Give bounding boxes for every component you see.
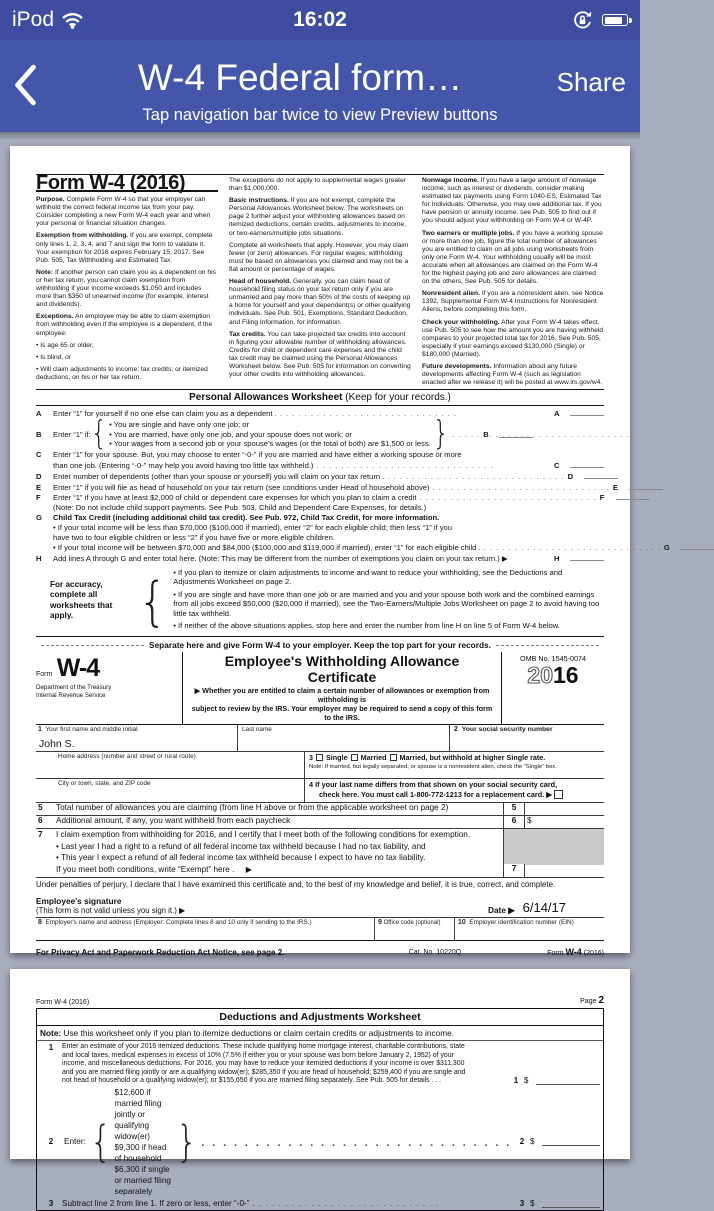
- document-scroll-area[interactable]: [0, 132, 670, 1208]
- paragraph: Exceptions. An employee may be able to claim exemption from withholding even if the employee is a dependent, if the employee:: [36, 313, 213, 337]
- office-code-field[interactable]: 9 Office code (optional): [374, 918, 454, 940]
- ein-field[interactable]: 10 Employer identification number (EIN): [454, 918, 604, 940]
- worksheet-row-e: E Enter “1” if you will file as head of household on your tax return (see conditions under Head of household above) . . E: [36, 482, 604, 493]
- entry-blank-line1[interactable]: [536, 1076, 600, 1085]
- page-number: Page 2: [580, 995, 604, 1006]
- line1-text: Enter an estimate of your 2016 itemized deductions. These include qualifying home mortgage interest, charitable contributions, state: [62, 1043, 465, 1050]
- bullet-line: • Your wages from a second job or your spouse’s wages (or the total of both) are $1,500 or less.: [109, 439, 431, 449]
- worksheet-row-c2: than one job. (Entering “-0-” may help you avoid having too little tax withheld.) . . C: [36, 460, 604, 471]
- tax-year: 2016: [527, 662, 579, 689]
- worksheet-rows: [36, 406, 670, 564]
- allowances-value-field[interactable]: [525, 803, 604, 815]
- pdf-page-1: [10, 146, 670, 958]
- filing-status-options: 3 Single Married Married, but withhold at higher Single rate.: [309, 753, 546, 763]
- page1-footer: For Privacy Act and Paperwork Reduction Act Notice, see page 2. Cat. No. 10220Q Form W-4 (2016): [36, 947, 604, 958]
- nav-hint-text: Tap navigation bar twice to view Preview buttons: [142, 106, 498, 124]
- deductions-note: Note: Use this worksheet only if you plan to itemize deductions or claim certain credits or adjustments to income.: [37, 1026, 603, 1041]
- additional-amount-field[interactable]: $: [527, 816, 532, 826]
- line1-text: not head of household or a qualifying widow(er); or $155,650 if you are married filing separately. See Pub. 505 for details . . .: [62, 1077, 442, 1084]
- share-button[interactable]: Share: [556, 67, 626, 97]
- city-state-zip-field[interactable]: City or town, state, and ZIP code: [36, 779, 305, 802]
- certificate-title: Employee's Withholding Allowance Certificate: [224, 653, 460, 686]
- entry-blank-line2[interactable]: [542, 1137, 600, 1146]
- field-row-city: City or town, state, and ZIP code 4 If your last name differs from that shown on your social security card, check here. You must call 1-800-772-1213 for a replacement card. ▶: [36, 779, 604, 803]
- worksheet-title: Personal Allowances Worksheet (Keep for your records.): [36, 389, 604, 406]
- dot-leader: [452, 430, 480, 440]
- employer-name-field[interactable]: 8 Employer's name and address (Employer: Complete lines 8 and 10 only if sending to the IRS.): [38, 919, 312, 927]
- status-bar: [0, 0, 640, 40]
- instructions-column-middle: [229, 177, 411, 389]
- dot-leader: [201, 1133, 511, 1151]
- worksheet-row-g2: • If your total income will be less than $70,000 ($100,000 if married), enter “2” for each eligible child; then less “1” if you: [53, 522, 453, 532]
- last-name-field[interactable]: Last name: [238, 725, 450, 751]
- paragraph: Purpose. Complete Form W-4 so that your employer can withhold the correct federal income tax from your pay. Consider completing a new Form W-4 each year and when your personal or financial situation changes.: [36, 196, 211, 228]
- back-button[interactable]: [12, 64, 42, 106]
- brace-close: [176, 1120, 198, 1163]
- deductions-line-2: 2 Enter: { $12,600 if married filing jointly or qualifying widow(er) $9,300 if head of household $6,300 if single or married filing separately } . . 2 $: [37, 1086, 603, 1198]
- line1-text: and local taxes, medical expenses in excess of 10% (7.5% if either you or your spouse was born before January 2, 1952) of your: [62, 1051, 454, 1059]
- date-value[interactable]: 6/14/17: [522, 900, 566, 916]
- dot-leader: [252, 1199, 511, 1208]
- paragraph: Check your withholding. After your Form W-4 takes effect, use Pub. 505 to see how the amount you are having withheld compares to your projected total tax for 2016. See Pub. 505, especially if your earnings exceed $130,000 (Single) or $180,000 (Married).: [422, 318, 604, 358]
- dot-leader: [484, 543, 661, 553]
- form-reference: Form W-4 (2016): [547, 947, 604, 958]
- line1-text: and you are married filing jointly or are a qualifying widow(er); $285,350 if you are head of household; $259,400 if you are single and: [62, 1068, 466, 1076]
- paragraph: Complete all worksheets that apply. However, you may claim fewer (or zero) allowances. For regular wages, withholding must be based on allowances you claimed and may not be a flat amount or percentage of wages.: [229, 241, 409, 273]
- deductions-line-1: 1 Enter an estimate of your 2016 itemized deductions. These include qualifying home mortgage interest, charitable contributions, state and local taxes, medical expenses in excess of 10% (7.5% if either you or your spouse was born before January 2, 1952) of your income, and miscellaneous deductions. For 2016, you may have to reduce your itemized deductions if your income is over $311,300 and you are married filing jointly or are a qualifying widow(er); $285,350 if you are head of household; $259,400 if you are single and not head of household or a qualifying widow(er); or $155,650 if you are married filing separately. See Pub. 505 for details . . . 1 $: [37, 1041, 603, 1086]
- page2-header: Form W-4 (2016) Page 2: [36, 995, 604, 1006]
- perjury-statement: Under penalties of perjury, I declare that I have examined this certificate and, to the best of my knowledge and belief, it is true, correct, and complete.: [36, 880, 556, 890]
- paragraph: • Is age 65 or older,: [36, 341, 94, 349]
- entry-blank-f[interactable]: [616, 492, 650, 500]
- enter-option: $12,600 if married filing jointly or qualifying widow(er): [114, 1087, 162, 1141]
- home-address-field[interactable]: Home address (number and street or rural route): [36, 752, 305, 778]
- enter-option: $9,300 if head of household: [114, 1142, 167, 1163]
- first-name-value[interactable]: John S.: [39, 738, 75, 751]
- carrier-label: iPod: [12, 8, 55, 31]
- field-row-name: 1 Your first name and middle initial John S. Last name 2 Your social security number: [36, 725, 604, 752]
- bullet-line: • You are married, have only one job, and your spouse does not work; or: [109, 429, 352, 439]
- accuracy-note: For accuracy, complete all worksheets that apply. { • If you plan to itemize or claim adjustments to income and want to reduce your withholding, see the Deductions and Adjustments Worksheet on page 2. • If you are single and have more than one job or are married and you and your spouse both work and the combined earnings from all jobs exceed $50,000 ($20,000 if married), see the Two-Earners/Multiple Jobs Worksheet on page 2 to avoid having too little tax withheld. • If neither of the above situations applies, stop here and enter the number from line H on line 5 of Form W-4 below.: [36, 568, 604, 633]
- navigation-bar[interactable]: [0, 40, 640, 132]
- clock: 16:02: [293, 8, 347, 31]
- brace-open: [138, 574, 167, 627]
- paragraph: Two earners or multiple jobs. If you have a working spouse or more than one job, figure the total number of allowances you are entitled to claim on all jobs using worksheets from only one Form W-4. Your withholding usually will be most accurate when all allowances are claimed on the Form W-4 for the highest paying job and zero allowances are claimed on the others. See Pub. 505 for details.: [422, 229, 603, 286]
- paragraph: • Will claim adjustments to income; tax credits; or itemized deductions, on his or her tax return.: [36, 365, 208, 381]
- instructions-section: [36, 172, 604, 389]
- paragraph: Exemption from withholding. If you are exempt, complete only lines 1, 2, 3, 4, and 7 and sign the form to validate it. Your exemption for 2016 expires February 15, 2017. See Pub. 505, Tax Withholding and Estimated Tax.: [36, 232, 213, 264]
- worksheet-row-g4: • If your total income will be between $70,000 and $84,000 ($100,000 and $119,000 if married), enter “1” for each eligible child . . . G: [36, 542, 604, 553]
- field-row-employer: [36, 918, 604, 941]
- field-row-7: 7 I claim exemption from withholding for 2016, and I certify that I meet both of the following conditions for exemption. • Last year I had a right to a refund of all federal income tax withheld because I had no tax liability, and • This year I expect a refund of all federal income tax withheld because I expect to have no tax liability. If you meet both conditions, write “Exempt” here . ▶ 7: [36, 829, 604, 878]
- brace-close: [433, 418, 450, 451]
- accuracy-bullet: • If you are single and have more than one job or are married and you and your spouse both work and the combined earnings from all jobs exceed $50,000 ($20,000 if married), see the Two-Earners/Multiple Jobs Worksheet on page 2 to avoid having too little tax withheld.: [173, 589, 600, 618]
- instructions-column-right: [422, 177, 604, 389]
- document-title: W-4 Federal form…: [137, 57, 463, 98]
- entry-blank-line3[interactable]: [542, 1199, 600, 1208]
- separate-here-line: Separate here and give Form W-4 to your employer. Keep the top part for your records.: [36, 640, 604, 650]
- brace-open: [91, 418, 108, 451]
- paragraph: The exceptions do not apply to supplemental wages greater than $1,000,000.: [229, 177, 406, 193]
- instructions-column-left: [36, 172, 218, 389]
- single-box-note: Note: If married, but legally separated, or spouse is a nonresident alien, check the “Single” box.: [309, 764, 557, 771]
- dot-leader: [316, 461, 551, 471]
- name-differs-checkbox[interactable]: [554, 790, 563, 799]
- entry-blank-b[interactable]: [499, 430, 533, 438]
- pdf-page-2: [10, 969, 630, 1208]
- entry-blank-g[interactable]: [680, 542, 714, 550]
- worksheet-row-f: F Enter “1” if you have at least $2,000 of child or dependent care expenses for which you plan to claim a credit . . F: [36, 492, 604, 503]
- worksheet-row-a: A Enter “1” for yourself if no one else can claim you as a dependent . . . A: [36, 408, 604, 419]
- form-word: Form: [36, 671, 53, 679]
- worksheet-row-d: D Enter number of dependents (other than your spouse or yourself) you will claim on your tax return . . . D: [36, 471, 604, 482]
- field-row-address: [36, 752, 604, 779]
- dot-leader: [419, 493, 596, 503]
- certificate-header: [36, 652, 604, 725]
- exempt-value-field[interactable]: [525, 864, 604, 877]
- deductions-line-3: 3 Subtract line 2 from line 1. If zero or less, enter “-0-” . . 3 $: [37, 1198, 603, 1210]
- bullet-line: • You are single and have only one job; or: [109, 419, 249, 429]
- worksheet-row-h: H Add lines A through G and enter total here. (Note: This may be different from the number of exemptions you claim on your tax return.) ▶ H: [36, 553, 604, 564]
- battery-icon: [602, 14, 628, 26]
- married-higher-rate-checkbox[interactable]: [390, 754, 397, 761]
- omb-number: OMB No. 1545-0074: [520, 654, 586, 664]
- entry-blank-h[interactable]: [570, 553, 604, 561]
- brace-open: [90, 1120, 112, 1163]
- divider: [36, 636, 604, 637]
- dot-leader: [280, 409, 551, 419]
- paragraph: Head of household. Generally, you can claim head of household filing status on your tax return only if you are unmarried and pay more than 50% of the costs of keeping up a home for yourself and your dependent(s) or other qualifying individuals. See Pub. 501, Exemptions, Standard Deduction, and Filing Information, for information.: [229, 278, 411, 326]
- accuracy-bullet: • If neither of the above situations applies, stop here and enter the number from line H on line 5 of Form W-4 below.: [173, 620, 560, 630]
- married-checkbox[interactable]: [351, 754, 358, 761]
- entry-blank-e[interactable]: [629, 482, 663, 490]
- treasury-label: Department of the Treasury Internal Revenue Service: [36, 684, 112, 699]
- dot-leader: [433, 483, 610, 493]
- dot-leader: [387, 472, 564, 482]
- signature-row: Employee's signature (This form is not valid unless you sign it.) ▶ Date ▶ 6/14/17: [36, 891, 604, 918]
- enter-option: $6,300 if single or married filing separately: [114, 1164, 171, 1196]
- paragraph: Basic instructions. If you are not exempt, complete the Personal Allowances Worksheet below. The worksheets on page 2 further adjust your withholding allowances based on itemized deductions, certain credits, adjustments to income, or two-earners/multiple jobs situations.: [229, 197, 406, 237]
- entry-blank-c[interactable]: [570, 460, 604, 468]
- form-number: W-4: [56, 654, 100, 683]
- entry-blank-d[interactable]: [584, 471, 618, 479]
- accuracy-bullet: • If you plan to itemize or claim adjustments to income and want to reduce your withholding, see the Deductions and Adjustments Worksheet on page 2.: [173, 567, 563, 587]
- paragraph: Future developments. Information about any future developments affecting Form W-4 (such as legislation enacted after we release it) will be posted at www.irs.gov/w4.: [422, 362, 603, 387]
- paragraph: Nonwage income. If you have a large amount of nonwage income, such as interest or dividends, consider making estimated tax payments using Form 1040-ES, Estimated Tax for Individuals. Otherwise, you may owe additional tax. If you have pension or annuity income, see Pub. 505 to find out if you should adjust your withholding on Form W-4 or W-4P.: [422, 177, 602, 225]
- field-row-6: 6 Additional amount, if any, you want withheld from each paycheck 6 $: [36, 816, 604, 829]
- shaded-area: [503, 829, 604, 865]
- signature-field[interactable]: Employee's signature (This form is not valid unless you sign it.) ▶: [36, 896, 185, 916]
- paragraph: Note: If another person can claim you as a dependent on his or her tax return, you cannot claim exemption from withholding if your income exceeds $1,050 and includes more than $350 of unearned income (for example, interest and dividends).: [36, 268, 216, 309]
- worksheet-row-c: C Enter “1” for your spouse. But, you may choose to enter “-0-” if you are married and have either a working spouse or more: [36, 450, 462, 460]
- field-row-5: 5 Total number of allowances you are claiming (from line H above or from the applicable worksheet on page 2) 5: [36, 803, 604, 816]
- paragraph: Tax credits. You can take projected tax credits into account in figuring your allowable number of withholding allowances. Credits for child or dependent care expenses and the child tax credit may be claimed using the Personal Allowances Worksheet below. See Pub. 505 for information on converting your other credits into withholding allowances.: [229, 330, 411, 379]
- worksheet-row-f2: (Note: Do not include child support payments. See Pub. 503, Child and Dependent Care Expenses, for details.): [53, 503, 427, 513]
- certificate-subtitle: ▶ Whether you are entitled to claim a certain number of allowances or exemption from withholding is subject to review by the IRS. Your employer may be required to send a copy of this form to the IRS.: [191, 686, 493, 722]
- single-checkbox[interactable]: [316, 754, 323, 761]
- form-heading: Form W-4 (2016): [36, 177, 218, 192]
- paragraph: • Is blind, or: [36, 353, 72, 361]
- paragraph: Nonresident alien. If you are a nonresident alien, see Notice 1392, Supplemental Form W-4 Instructions for Nonresident Aliens, before completing this form.: [422, 290, 604, 314]
- catalog-number: Cat. No. 10220Q: [408, 948, 462, 956]
- line1-text: income, and miscellaneous deductions. For 2016, you may have to reduce your itemized deductions if your income is over $311,300: [62, 1060, 465, 1067]
- worksheet-row-g3: have two to four eligible children or less “2” if you have five or more eligible children.: [53, 532, 335, 542]
- deductions-worksheet-title: Deductions and Adjustments Worksheet: [37, 1009, 603, 1026]
- worksheet-row-b: B Enter “1” if: { • You are single and have only one job; or • You are married, have only one job, and your spouse does not work; or • Your wages from a second job or your spouse’s wages (or the total of both) are $1,500 or less. } . . B: [36, 420, 604, 449]
- entry-blank-a[interactable]: [570, 408, 604, 416]
- ssn-field[interactable]: 2 Your social security number: [454, 726, 553, 734]
- worksheet-row-g: G Child Tax Credit (including additional child tax credit). See Pub. 972, Child Tax Credit, for more information.: [36, 512, 440, 522]
- deductions-worksheet: [36, 1008, 604, 1211]
